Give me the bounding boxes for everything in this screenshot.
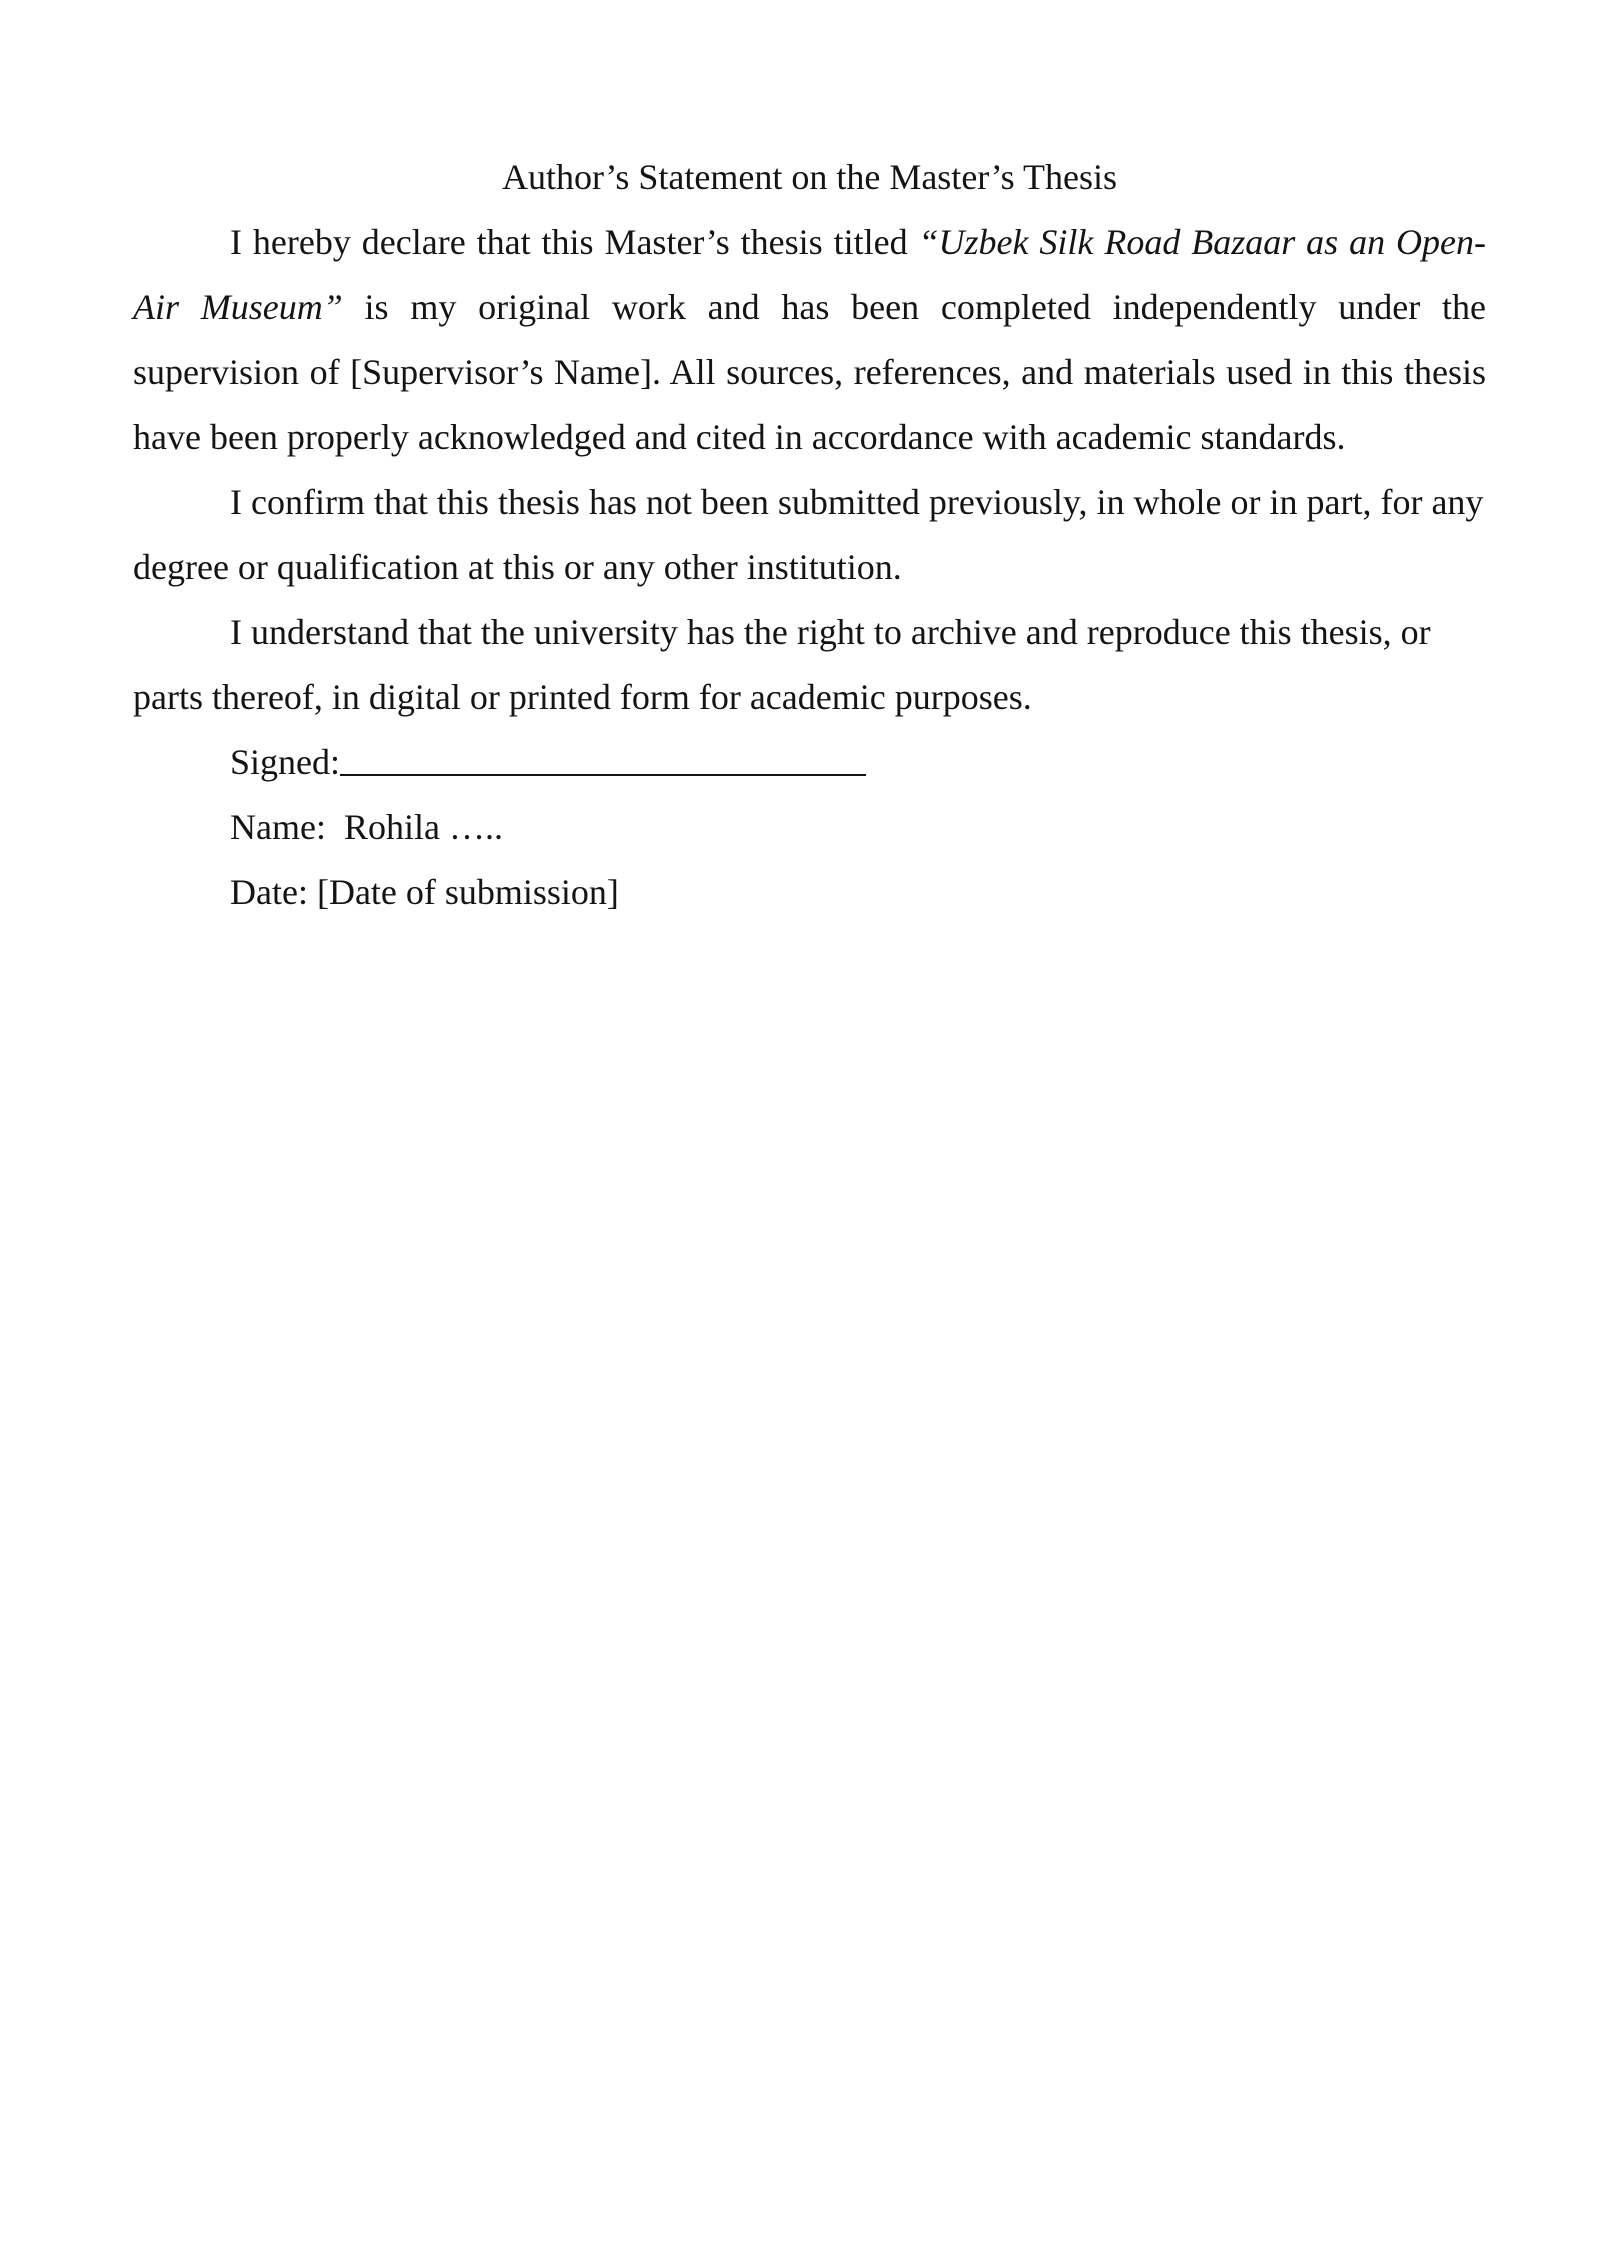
date-line: Date: [Date of submission]: [230, 872, 619, 912]
declaration-intro: I hereby declare that this Master’s thesis titled: [230, 222, 919, 262]
confirmation-paragraph: I confirm that this thesis has not been submitted previously, in whole or in part, for any degree or qualification at this or any other institution.: [133, 482, 1484, 587]
declaration-paragraph: [133, 210, 1486, 470]
thesis-title: “Uzbek Silk Road Bazaar as an Open-Air Museum”: [133, 222, 1486, 327]
name-line: Name: Rohila …..: [230, 807, 503, 847]
signature-blank: [340, 730, 866, 776]
signature-line: [133, 730, 1486, 795]
statement-body: [133, 145, 1486, 925]
archive-paragraph: I understand that the university has the right to archive and reproduce this thesis, or parts thereof, in digital or printed form for academic purposes.: [133, 612, 1431, 717]
declaration-rest: is my original work and has been completed independently under the supervision of [Supervisor’s Name]. All sources, references, and materials used in this thesis have been properly acknowledged and cited in accordance with academic standards.: [133, 287, 1487, 457]
signed-label: Signed:: [230, 742, 341, 782]
page-title: Author’s Statement on the Master’s Thesis: [502, 157, 1117, 197]
